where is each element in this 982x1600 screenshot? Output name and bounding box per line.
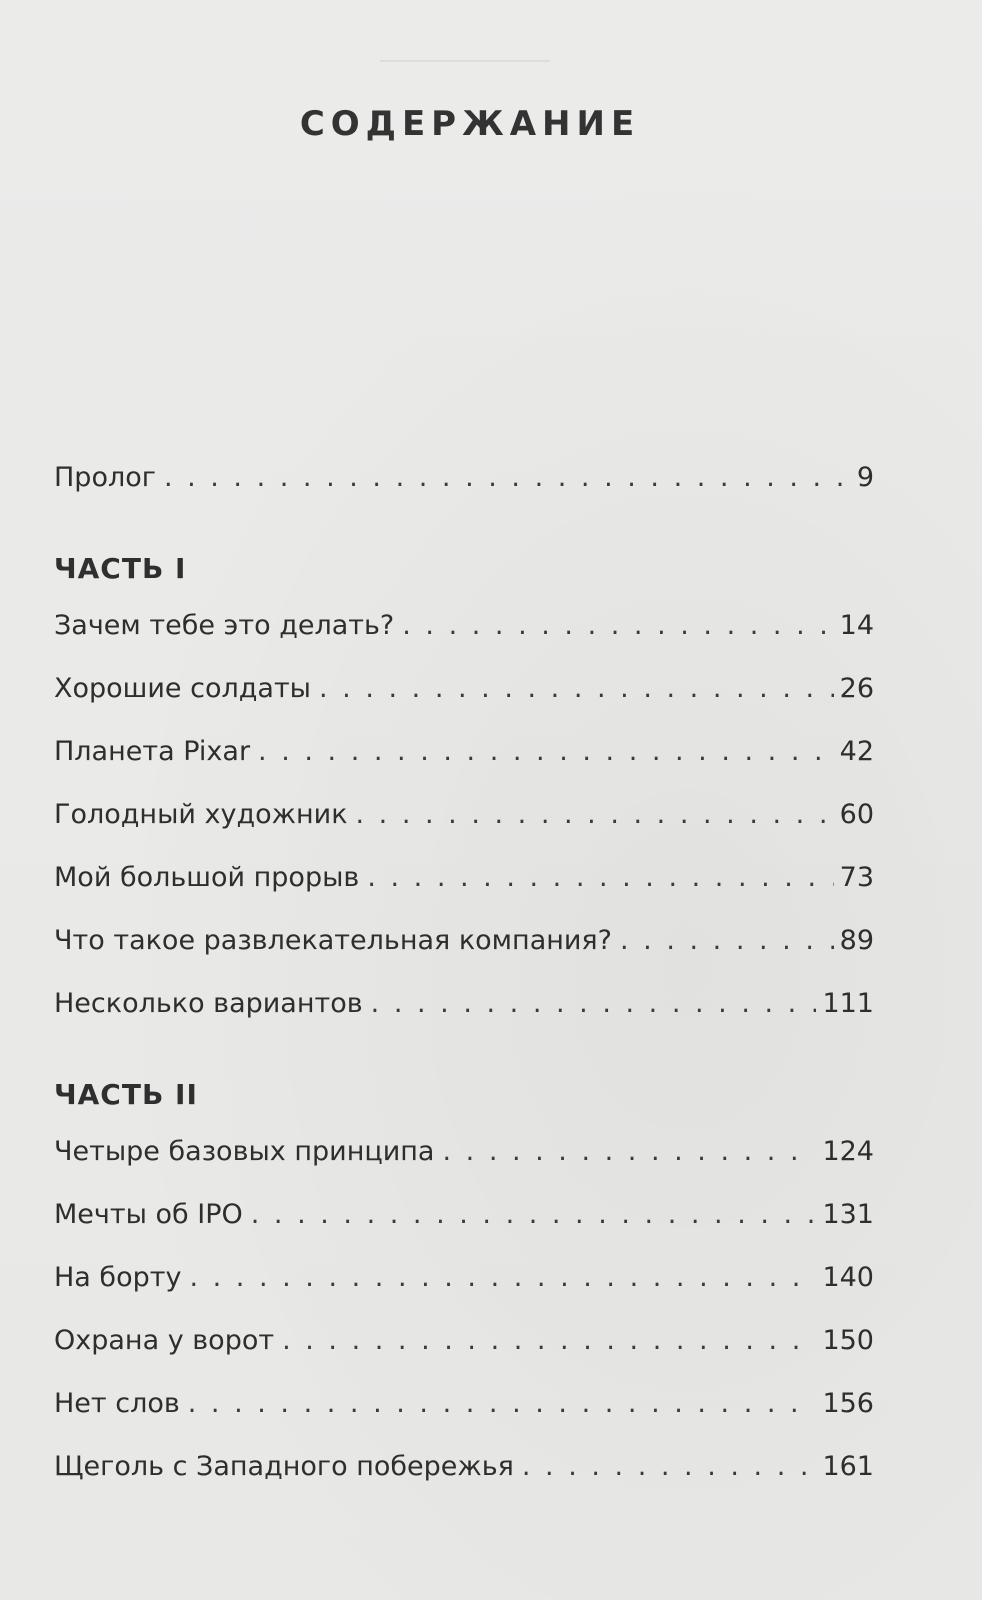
toc-entry-label: Щеголь с Западного побережья xyxy=(54,1451,514,1482)
toc-entry-page: 111 xyxy=(822,988,874,1019)
toc-entry[interactable] xyxy=(54,1451,874,1499)
toc-entry[interactable] xyxy=(54,862,874,910)
dot-leader xyxy=(189,1262,816,1293)
dot-leader xyxy=(356,799,834,830)
dot-leader xyxy=(251,1199,817,1230)
toc-entry[interactable] xyxy=(54,610,874,658)
toc-entry-page: 73 xyxy=(839,862,874,893)
toc-entry-page: 150 xyxy=(822,1325,874,1356)
dot-leader xyxy=(402,610,833,641)
toc-entry-label: На борту xyxy=(54,1262,182,1293)
toc-entry-page: 42 xyxy=(839,736,874,767)
dot-leader xyxy=(522,1451,817,1482)
dot-leader xyxy=(367,862,833,893)
dot-leader xyxy=(371,988,817,1019)
toc-entry[interactable] xyxy=(54,736,874,784)
part-heading-1: ЧАСТЬ I xyxy=(54,552,187,585)
dot-leader xyxy=(164,462,844,493)
dot-leader xyxy=(282,1325,816,1356)
toc-entry-page: 14 xyxy=(839,610,874,641)
toc-entry-label: Несколько вариантов xyxy=(54,988,363,1019)
toc-entry-page: 26 xyxy=(839,673,874,704)
toc-entry-label: Хорошие солдаты xyxy=(54,673,312,704)
toc-entry-label: Четыре базовых принципа xyxy=(54,1136,435,1167)
toc-entry[interactable] xyxy=(54,1325,874,1373)
toc-entry-label: Нет слов xyxy=(54,1388,180,1419)
toc-entry-prologue[interactable] xyxy=(54,462,874,510)
toc-entry[interactable] xyxy=(54,925,874,973)
toc-entry-label: Мечты об IPO xyxy=(54,1199,243,1230)
toc-entry-page: 161 xyxy=(822,1451,874,1482)
dot-leader xyxy=(188,1388,817,1419)
page-title: СОДЕРЖАНИЕ xyxy=(299,104,641,144)
dot-leader xyxy=(258,736,834,767)
toc-entry[interactable] xyxy=(54,1199,874,1247)
toc-entry-label: Зачем тебе это делать? xyxy=(54,610,395,641)
dot-leader xyxy=(442,1136,816,1167)
toc-entry-page: 156 xyxy=(822,1388,874,1419)
bleed-through-header xyxy=(380,38,550,62)
toc-entry-label: Мой большой прорыв xyxy=(54,862,360,893)
toc-entry[interactable] xyxy=(54,988,874,1036)
toc-entry-page: 131 xyxy=(822,1199,874,1230)
toc-entry[interactable] xyxy=(54,1136,874,1184)
toc-entry-label: Что такое развлекательная компания? xyxy=(54,925,613,956)
toc-entry-page: 124 xyxy=(822,1136,874,1167)
toc-entry-page: 89 xyxy=(839,925,874,956)
toc-entry-label: Планета Pixar xyxy=(54,736,251,767)
toc-entry[interactable] xyxy=(54,1262,874,1310)
dot-leader xyxy=(620,925,834,956)
toc-entry[interactable] xyxy=(54,799,874,847)
toc-entry-page: 9 xyxy=(856,462,874,493)
toc-entry-page: 140 xyxy=(822,1262,874,1293)
toc-entry-label: Пролог xyxy=(54,462,156,493)
toc-entry-label: Голодный художник xyxy=(54,799,348,830)
toc-entry[interactable] xyxy=(54,673,874,721)
part-heading-2: ЧАСТЬ II xyxy=(54,1078,198,1111)
dot-leader xyxy=(319,673,834,704)
toc-entry[interactable] xyxy=(54,1388,874,1436)
toc-entry-page: 60 xyxy=(839,799,874,830)
toc-entry-label: Охрана у ворот xyxy=(54,1325,275,1356)
